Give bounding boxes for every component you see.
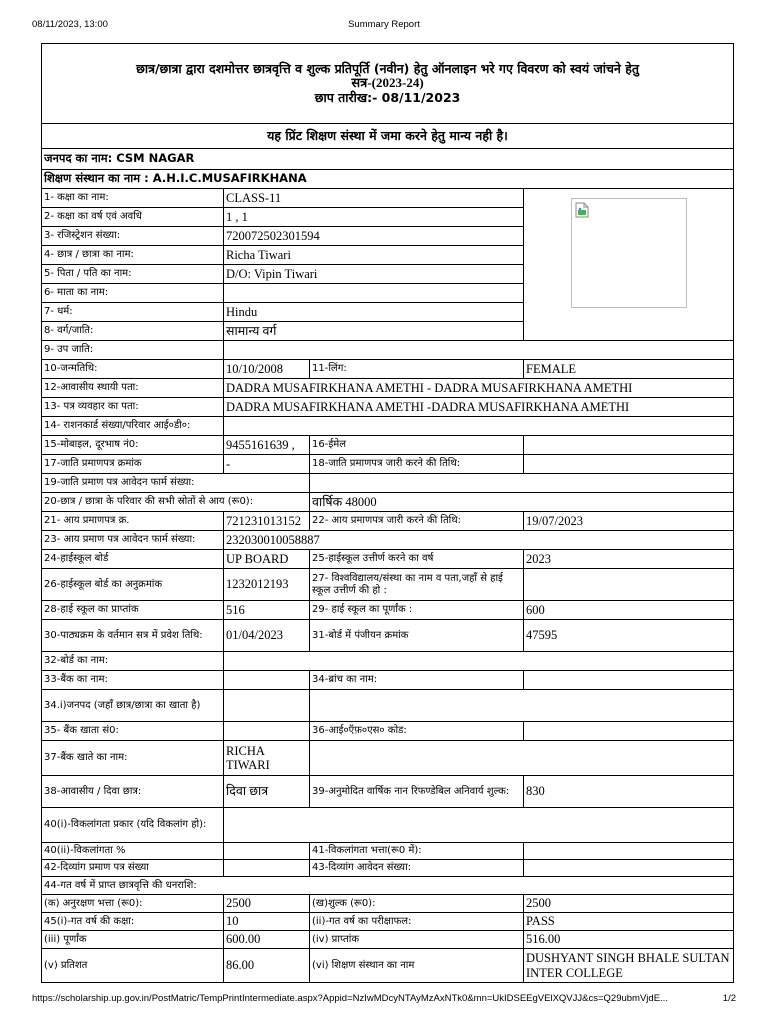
field-value: 1 , 1 [224, 208, 524, 227]
table-row [42, 455, 734, 474]
table-row [42, 949, 734, 983]
field-label: 23- आय प्रमाण पत्र आवेदन फार्म संख्या: [42, 531, 224, 550]
field-label: 40(ii)-विकलांगता % [42, 843, 224, 860]
institution-value: A.H.I.C.MUSAFIRKHANA [152, 171, 307, 186]
table-row [42, 493, 734, 512]
report-title: छात्र/छात्रा द्वारा दशमोत्तर छात्रवृत्ति व शुल्क प्रतिपूर्ति (नवीन) हेतु ऑनलाइन भरे गए विवरण को स्वयं जांचने हेतु [136, 60, 639, 76]
field-value [524, 843, 734, 860]
field-value: 516 [224, 601, 310, 620]
field-value: FEMALE [524, 360, 734, 379]
field-value: 2500 [524, 895, 734, 913]
field-value [224, 417, 734, 436]
table-row [42, 474, 734, 493]
table-row [42, 741, 734, 776]
report-table [41, 43, 734, 983]
broken-image-icon [575, 202, 589, 218]
table-row [42, 341, 734, 360]
field-label: 24-हाईस्कूल बोर्ड [42, 550, 224, 569]
district-cell [42, 149, 734, 170]
field-label: 1- कक्षा का नाम: [42, 189, 224, 208]
field-label: 6- माता का नाम: [42, 284, 224, 303]
print-page-title: Summary Report [348, 19, 420, 30]
field-value [224, 690, 310, 722]
field-value [524, 436, 734, 455]
table-row [42, 189, 734, 208]
field-value: D/O: Vipin Tiwari [224, 265, 524, 284]
field-label: 41-विकलांगता भत्ता(रू0 में): [310, 843, 524, 860]
field-label: 40(i)-विकलांगता प्रकार (यदि विकलांग हो): [42, 808, 224, 843]
page-number: 1/2 [722, 993, 736, 1004]
field-label: 14- राशनकार्ड संख्या/परिवार आई०डी०: [42, 417, 224, 436]
field-value: 10/10/2008 [224, 360, 310, 379]
field-value: 232030010058887 [224, 531, 734, 550]
field-value: 600.00 [224, 931, 310, 949]
field-label: 38-आवासीय / दिवा छात्र: [42, 776, 224, 808]
field-label: 4- छात्र / छात्रा का नाम: [42, 246, 224, 265]
field-value: सामान्य वर्ग [224, 322, 524, 341]
field-label: 34.i)जनपद (जहाँ छात्र/छात्रा का खाता है) [42, 690, 224, 722]
field-label: (v) प्रतिशत [42, 949, 224, 983]
field-label: (vi) शिक्षण संस्थान का नाम [310, 949, 524, 983]
field-label: 42-दिव्यांग प्रमाण पत्र संख्या [42, 860, 224, 877]
district-value: CSM NAGAR [116, 151, 195, 166]
table-row [42, 601, 734, 620]
field-label: 31-बोर्ड में पंजीयन क्रमांक [310, 620, 524, 652]
field-label: 39-अनुमोदित वार्षिक नान रिफण्डेबिल अनिवार्य शुल्क: [310, 776, 524, 808]
field-label: 32-बोर्ड का नाम: [42, 652, 224, 671]
field-value [524, 569, 734, 601]
session: सत्र-(2023-24) [351, 75, 424, 91]
field-value: 01/04/2023 [224, 620, 310, 652]
field-value: 830 [524, 776, 734, 808]
field-label: (iv) प्राप्तांक [310, 931, 524, 949]
field-value: 1232012193 [224, 569, 310, 601]
table-row [42, 417, 734, 436]
field-value [224, 652, 734, 671]
field-value: DUSHYANT SINGH BHALE SULTAN INTER COLLEGE [524, 949, 734, 983]
table-row [42, 808, 734, 843]
print-date: छाप तारीख:- 08/11/2023 [314, 89, 461, 105]
table-row [42, 379, 734, 398]
empty-cell [310, 741, 734, 776]
field-value: 2023 [524, 550, 734, 569]
field-label: 22- आय प्रमाणपत्र जारी करने की तिथि: [310, 512, 524, 531]
table-row [42, 569, 734, 601]
table-row [42, 722, 734, 741]
institution-cell [42, 170, 734, 189]
field-value [224, 671, 310, 690]
field-value: 10 [224, 913, 310, 931]
field-value [224, 808, 734, 843]
field-label: 16-ईमेल [310, 436, 524, 455]
field-value [224, 860, 310, 877]
field-label: 7- धर्म: [42, 303, 224, 322]
field-value [224, 722, 310, 741]
field-label: 28-हाई स्कूल का प्राप्तांक [42, 601, 224, 620]
field-label: 15-मोबाइल, दूरभाष नं0: [42, 436, 224, 455]
field-value: Hindu [224, 303, 524, 322]
photo-cell [524, 189, 734, 341]
district-label: जनपद का नाम: [44, 151, 117, 166]
table-row [42, 652, 734, 671]
field-label: 34-ब्रांच का नाम: [310, 671, 524, 690]
field-value: PASS [524, 913, 734, 931]
field-value: 600 [524, 601, 734, 620]
table-row [42, 776, 734, 808]
table-row [42, 690, 734, 722]
table-row [42, 913, 734, 931]
field-label: 35- बैंक खाता सं0: [42, 722, 224, 741]
table-row [42, 531, 734, 550]
field-value: 86.00 [224, 949, 310, 983]
field-value: 721231013152 [224, 512, 310, 531]
field-label: 19-जाति प्रमाण पत्र आवेदन फार्म संख्या: [42, 474, 310, 493]
empty-cell [310, 690, 734, 722]
field-label: 18-जाति प्रमाणपत्र जारी करने की तिथि: [310, 455, 524, 474]
field-label: 8- वर्ग/जाति: [42, 322, 224, 341]
field-value [524, 722, 734, 741]
field-label: 36-आई०ऍफ़०एस० कोड: [310, 722, 524, 741]
field-value [310, 474, 734, 493]
field-label: 20-छात्र / छात्रा के परिवार की सभी स्रोतों से आय (रू0): [42, 493, 310, 512]
table-row [42, 860, 734, 877]
table-row [42, 436, 734, 455]
field-value: DADRA MUSAFIRKHANA AMETHI -DADRA MUSAFIRKHANA AMETHI [224, 398, 734, 417]
field-value: RICHA TIWARI [224, 741, 310, 776]
field-label: (iii) पूर्णांक [42, 931, 224, 949]
table-row [42, 620, 734, 652]
field-label: (क) अनुरक्षण भत्ता (रू0): [42, 895, 224, 913]
field-label: 13- पत्र व्यवहार का पता: [42, 398, 224, 417]
field-label: 43-दिव्यांग आवेदन संख्या: [310, 860, 524, 877]
field-label: (ii)-गत वर्ष का परीक्षाफल: [310, 913, 524, 931]
field-value: UP BOARD [224, 550, 310, 569]
field-value [224, 843, 310, 860]
print-header [32, 19, 736, 31]
field-label: 26-हाईस्कूल बोर्ड का अनुक्रमांक [42, 569, 224, 601]
field-label: 12-आवासीय स्थायी पता: [42, 379, 224, 398]
field-label: 44-गत वर्ष में प्राप्त छात्रवृत्ति की धनराशि: [42, 877, 734, 895]
table-row [42, 671, 734, 690]
field-label: 29- हाई स्कूल का पूर्णांक : [310, 601, 524, 620]
field-label: 37-बैंक खाते का नाम: [42, 741, 224, 776]
field-value [224, 284, 524, 303]
page-url: https://scholarship.up.gov.in/PostMatric/TempPrintIntermediate.aspx?Appid=NzIwMDcyNTAyMzAxNTk0&mn=UkIDSEEgVElXQVJJ&cs=Q29ubmVjdE... [32, 993, 668, 1004]
field-value: DADRA MUSAFIRKHANA AMETHI - DADRA MUSAFIRKHANA AMETHI [224, 379, 734, 398]
table-row [42, 360, 734, 379]
institution-row [42, 170, 734, 189]
field-value: Richa Tiwari [224, 246, 524, 265]
field-value [224, 341, 734, 360]
field-value: 19/07/2023 [524, 512, 734, 531]
table-row [42, 895, 734, 913]
field-label: 30-पाठ्यक्रम के वर्तमान सत्र में प्रवेश तिथि: [42, 620, 224, 652]
field-value: 720072502301594 [224, 227, 524, 246]
table-row [42, 931, 734, 949]
validity-notice: यह प्रिंट शिक्षण संस्था में जमा करने हेतु मान्य नही है। [42, 124, 734, 149]
field-label: 25-हाईस्कूल उत्तीर्ण करने का वर्ष [310, 550, 524, 569]
field-label: 33-बैंक का नाम: [42, 671, 224, 690]
field-value: 516.00 [524, 931, 734, 949]
table-row [42, 843, 734, 860]
report-title-cell [42, 44, 734, 124]
institution-label: शिक्षण संस्थान का नाम : [44, 171, 153, 186]
field-value: 47595 [524, 620, 734, 652]
field-value: CLASS-11 [224, 189, 524, 208]
field-label: 11-लिंग: [310, 360, 524, 379]
title-row [42, 44, 734, 124]
field-value [524, 860, 734, 877]
field-label: 17-जाति प्रमाणपत्र क्रमांक [42, 455, 224, 474]
table-row [42, 550, 734, 569]
field-value: वार्षिक 48000 [310, 493, 734, 512]
table-row [42, 512, 734, 531]
field-label: 27- विश्वविद्यालय/संस्था का नाम व पता,जहाँ से हाई स्कूल उत्तीर्ण की हो : [310, 569, 524, 601]
field-label: 3- रजिस्ट्रेशन संख्या: [42, 227, 224, 246]
notice-row [42, 124, 734, 149]
field-value [524, 455, 734, 474]
field-label: 5- पिता / पति का नाम: [42, 265, 224, 284]
student-photo [571, 198, 687, 308]
field-label: 10-जन्मतिथि: [42, 360, 224, 379]
table-row [42, 398, 734, 417]
field-value: 9455161639 , [224, 436, 310, 455]
field-value: दिवा छात्र [224, 776, 310, 808]
field-label: 21- आय प्रमाणपत्र क्र. [42, 512, 224, 531]
field-label: 45(i)-गत वर्ष की कक्षा: [42, 913, 224, 931]
print-datetime: 08/11/2023, 13:00 [32, 19, 108, 30]
table-row [42, 877, 734, 895]
district-row [42, 149, 734, 170]
field-value: - [224, 455, 310, 474]
field-label: (ख)शुल्क (रू0): [310, 895, 524, 913]
field-value: 2500 [224, 895, 310, 913]
field-label: 9- उप जाति: [42, 341, 224, 360]
print-footer [32, 993, 736, 1005]
field-label: 2- कक्षा का वर्ष एवं अवधि [42, 208, 224, 227]
field-value [524, 671, 734, 690]
